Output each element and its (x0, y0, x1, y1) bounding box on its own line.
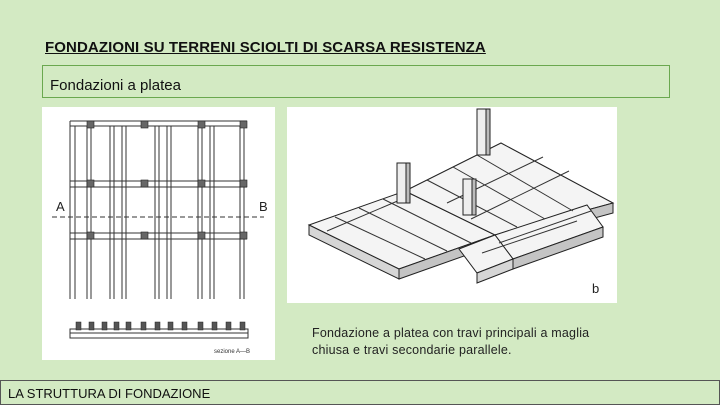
subtitle-box (42, 65, 670, 98)
figure-label-b: b (592, 281, 600, 296)
plan-drawing-figure (42, 107, 275, 360)
section-caption: sezione A—B (214, 349, 251, 355)
plan-drawing (42, 107, 275, 360)
isometric-drawing-figure (287, 107, 617, 303)
figure-caption: Fondazione a platea con travi principali a maglia chiusa e travi secondarie parallele. (312, 326, 590, 357)
slide-subtitle: Fondazioni a platea (50, 77, 181, 94)
section-label-a: A (56, 199, 65, 214)
slide-title: FONDAZIONI SU TERRENI SCIOLTI DI SCARSA RESISTENZA (45, 39, 486, 56)
footer-text: LA STRUTTURA DI FONDAZIONE (8, 386, 211, 401)
footer-bar (0, 380, 720, 405)
section-label-b: B (259, 199, 268, 214)
isometric-drawing (287, 107, 617, 303)
